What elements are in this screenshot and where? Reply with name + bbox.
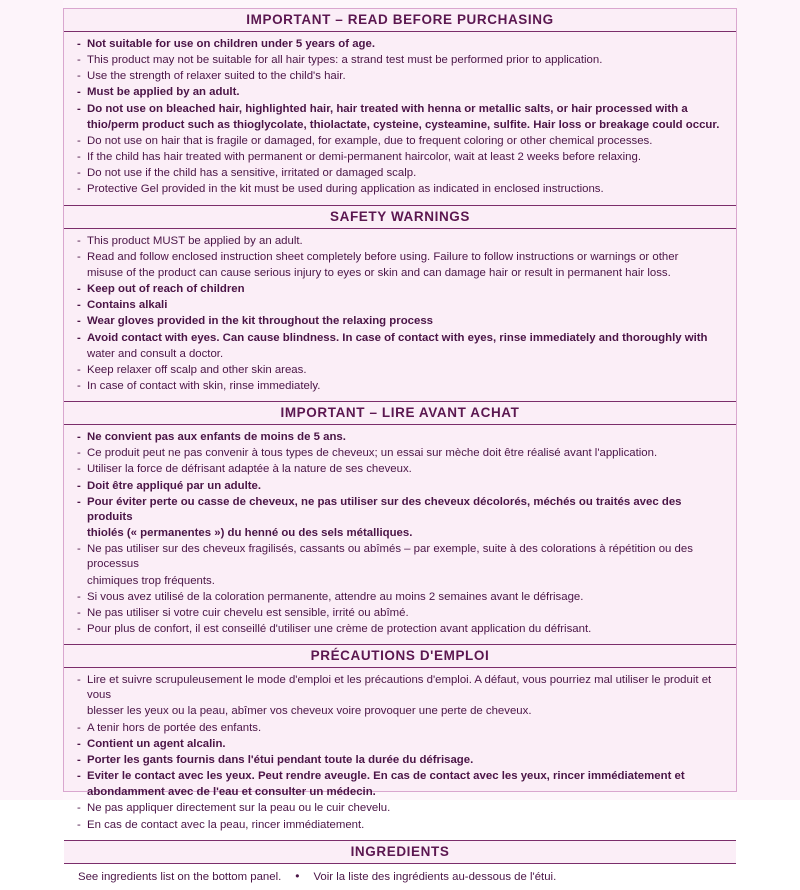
list-item: - Do not use if the child has a sensitive, irritated or damaged scalp. [76,166,726,181]
list-item: - Si vous avez utilisé de la coloration permanente, attendre au moins 2 semaines avant le défrisage. [76,590,726,605]
label-right-margin [737,0,800,800]
section-body [64,32,736,205]
section-important-read-before-purchasing [64,9,736,206]
list-item: - Do not use on hair that is fragile or damaged, for example, due to frequent coloring or other chemical processes. [76,134,726,149]
list-item: - Contient un agent alcalin. [76,737,726,752]
list-item: - Eviter le contact avec les yeux. Peut rendre aveugle. En cas de contact avec les yeux, rincer immédiatement et [76,769,726,784]
list-item: - This product MUST be applied by an adult. [76,234,726,249]
list-item: - Contains alkali [76,298,726,313]
section-title: SAFETY WARNINGS [64,206,736,229]
list-item: - Read and follow enclosed instruction sheet completely before using. Failure to follow instructions or warnings or other [76,250,726,265]
list-item: abondamment avec de l'eau et consulter un médecin. [87,786,376,799]
list-item: thiolés (« permanentes ») du henné ou des sels métalliques. [87,527,413,540]
list-item: - Avoid contact with eyes. Can cause blindness. In case of contact with eyes, rinse immediately and thoroughly with [76,331,726,346]
list-item: - A tenir hors de portée des enfants. [76,721,726,736]
ingredients-english-text: See ingredients list on the bottom panel. [78,870,282,883]
section-title: IMPORTANT – READ BEFORE PURCHASING [64,9,736,32]
list-item: - Porter les gants fournis dans l'étui pendant toute la durée du défrisage. [76,753,726,768]
list-item: - Keep relaxer off scalp and other skin areas. [76,363,726,378]
list-item: - Use the strength of relaxer suited to the child's hair. [76,69,726,84]
list-item: - Ne convient pas aux enfants de moins de 5 ans. [76,430,726,445]
section-title: IMPORTANT – LIRE AVANT ACHAT [64,402,736,425]
ingredients-french-text: Voir la liste des ingrédients au-dessous de l'étui. [313,870,557,883]
list-item: thio/perm product such as thioglycolate, thiolactate, cysteine, cysteamine, sulfite. Hair loss or breakage could occur. [87,118,720,131]
list-item: - Ne pas utiliser si votre cuir chevelu est sensible, irrité ou abîmé. [76,606,726,621]
list-item: - Pour éviter perte ou casse de cheveux, ne pas utiliser sur des cheveux décolorés, méchés ou traités avec des produits [76,495,726,525]
list-item: - Pour plus de confort, il est conseillé d'utiliser une crème de protection avant application du défrisant. [76,622,726,637]
ingredients-body [64,864,736,890]
warning-list [76,430,726,637]
list-item: - If the child has hair treated with permanent or demi-permanent haircolor, wait at least 2 weeks before relaxing. [76,150,726,165]
list-item: - En cas de contact avec la peau, rincer immédiatement. [76,818,726,833]
section-important-lire-avant-achat [64,402,736,645]
section-body [64,425,736,644]
warning-list [76,673,726,833]
list-item: misuse of the product can cause serious injury to eyes or skin and can damage hair or result in permanent hair loss. [87,266,671,279]
list-item: water and consult a doctor. [87,347,224,360]
list-item: - Doit être appliqué par un adulte. [76,479,726,494]
section-body [64,668,736,840]
label-sheet [63,8,737,883]
list-item: - Ne pas utiliser sur des cheveux fragilisés, cassants ou abîmés – par exemple, suite à des colorations à répétition ou des processus [76,542,726,572]
list-item: - Utiliser la force de défrisant adaptée à la nature de ses cheveux. [76,462,726,477]
list-item: blesser les yeux ou la peau, abîmer vos cheveux voire provoquer une perte de cheveux. [87,705,532,718]
list-item: - Protective Gel provided in the kit must be used during application as indicated in enclosed instructions. [76,182,726,197]
list-item: - Lire et suivre scrupuleusement le mode d'emploi et les précautions d'emploi. A défaut, vous pourriez mal utiliser le produit et vous [76,673,726,703]
list-item: - Ce produit peut ne pas convenir à tous types de cheveux; un essai sur mèche doit être réalisé avant l'application. [76,446,726,461]
section-safety-warnings [64,206,736,403]
list-item: - This product may not be suitable for all hair types: a strand test must be performed prior to application. [76,53,726,68]
list-item: - Ne pas appliquer directement sur la peau ou le cuir chevelu. [76,801,726,816]
section-body [64,229,736,402]
list-item: - Wear gloves provided in the kit throughout the relaxing process [76,314,726,329]
list-item: - Not suitable for use on children under 5 years of age. [76,37,726,52]
warning-list [76,37,726,198]
warning-list [76,234,726,395]
list-item: - Keep out of reach of children [76,282,726,297]
list-item: - Do not use on bleached hair, highlighted hair, hair treated with henna or metallic salts, or hair processed with a [76,102,726,117]
list-item: - In case of contact with skin, rinse immediately. [76,379,726,394]
bullet-separator-icon: • [295,868,300,883]
section-ingredients [64,841,736,890]
section-title: PRÉCAUTIONS D'EMPLOI [64,645,736,668]
label-left-margin [0,0,63,800]
section-title: INGREDIENTS [64,841,736,864]
list-item: - Must be applied by an adult. [76,85,726,100]
section-precautions-demploi [64,645,736,841]
list-item: chimiques trop fréquents. [87,574,215,587]
